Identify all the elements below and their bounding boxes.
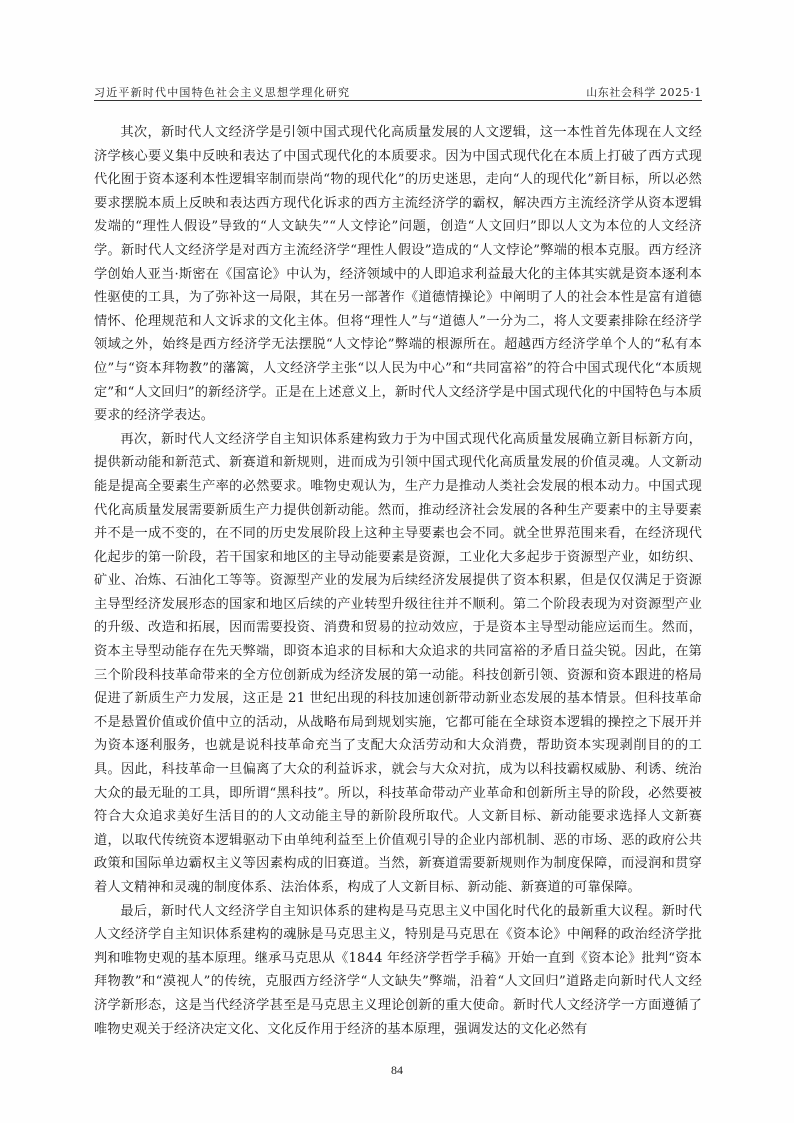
running-header <box>94 80 702 102</box>
paragraph-1: 其次，新时代人文经济学是引领中国式现代化高质量发展的人文逻辑，这一本性首先体现在人文经济学核心要义集中反映和表达了中国式现代化的本质要求。因为中国式现代化在本质上打破了西方式现代化囿于资本逐利本性逻辑宰制而崇尚“物的现代化”的历史迷思，走向“人的现代化”新目标，所以必然要求摆脱本质上反映和表达西方现代化诉求的西方主流经济学的霸权，解决西方主流经济学从资本逻辑发端的“理性人假设”导致的“人文缺失”“人文悖论”问题，创造“人文回归”即以人文为本位的人文经济学。新时代人文经济学是对西方主流经济学“理性人假设”造成的“人文悖论”弊端的根本克服。西方经济学创始人亚当·斯密在《国富论》中认为，经济领域中的人即追求利益最大化的主体其实就是资本逐利本性驱使的工具，为了弥补这一局限，其在另一部著作《道德情操论》中阐明了人的社会本性是富有道德情怀、伦理规范和人文诉求的文化主体。但将“理性人”与“道德人”一分为二，将人文要素排除在经济学领域之外，始终是西方经济学无法摆脱“人文悖论”弊端的根源所在。超越西方经济学单个人的“私有本位”与“资本拜物教”的藩篱，人文经济学主张“以人民为中心”和“共同富裕”的符合中国式现代化“本质规定”和“人文回归”的新经济学。正是在上述意义上，新时代人文经济学是中国式现代化的中国特色与本质要求的经济学表达。 <box>94 125 702 424</box>
paragraph-3: 最后，新时代人文经济学自主知识体系的建构是马克思主义中国化时代化的最新重大议程。新时代人文经济学自主知识体系建构的魂脉是马克思主义，特别是马克思在《资本论》中阐释的政治经济学批判和唯物史观的基本原理。继承马克思从《1844 年经济学哲学手稿》开始一直到《资本论》批判“资本拜物教”和“漠视人”的传统，克服西方经济学“人文缺失”弊端，沿着“人文回归”道路走向新时代人文经济学新形态，这是当代经济学甚至是马克思主义理论创新的重大使命。新时代人文经济学一方面遵循了唯物史观关于经济决定文化、文化反作用于经济的基本原理，强调发达的文化必然有 <box>94 903 702 1037</box>
header-left-title: 习近平新时代中国特色社会主义思想学理化研究 <box>94 86 351 99</box>
page-number: 84 <box>391 1063 403 1077</box>
header-divider <box>94 100 702 101</box>
header-journal-issue: 山东社会科学 2025·1 <box>586 86 702 99</box>
paragraph-2: 再次，新时代人文经济学自主知识体系建构致力于为中国式现代化高质量发展确立新目标新方向，提供新动能和新范式、新赛道和新规则，进而成为引领中国式现代化高质量发展的价值灵魂。人文新动能是提高全要素生产率的必然要求。唯物史观认为，生产力是推动人类社会发展的根本动力。中国式现代化高质量发展需要新质生产力提供创新动能。然而，推动经济社会发展的各种生产要素中的主导要素并不是一成不变的，在不同的历史发展阶段上这种主导要素也会不同。就全世界范围来看，在经济现代化起步的第一阶段，若干国家和地区的主导动能要素是资源，工业化大多起步于资源型产业，如纺织、矿业、冶炼、石油化工等等。资源型产业的发展为后续经济发展提供了资本积累，但是仅仅满足于资源主导型经济发展形态的国家和地区后续的产业转型升级往往并不顺利。第二个阶段表现为对资源型产业的升级、改造和拓展，因而需要投资、消费和贸易的拉动效应，于是资本主导型动能应运而生。然而，资本主导型动能存在先天弊端，即资本追求的目标和大众追求的共同富裕的矛盾日益尖锐。因此，在第三个阶段科技革命带来的全方位创新成为经济发展的第一动能。科技创新引领、资源和资本跟进的格局促进了新质生产力发展，这正是 21 世纪出现的科技加速创新带动新业态发展的基本情景。但科技革命不是悬置价值或价值中立的活动，从战略布局到规划实施，它都可能在全球资本逻辑的操控之下展开并为资本逐利服务，也就是说科技革命充当了支配大众活劳动和大众消费，帮助资本实现剥削目的的工具。因此，科技革命一旦偏离了大众的利益诉求，就会与大众对抗，成为以科技霸权威胁、利诱、统治大众的最无耻的工具，即所谓“黑科技”。所以，科技革命带动产业革命和创新所主导的阶段，必然要被符合大众追求美好生活目的的人文动能主导的新阶段所取代。人文新目标、新动能要求选择人文新赛道，以取代传统资本逻辑驱动下由单纯利益至上价值观引导的企业内部机制、恶的市场、恶的政府公共政策和国际单边霸权主义等因素构成的旧赛道。当然，新赛道需要新规则作为制度保障，而浸润和贯穿着人文精神和灵魂的制度体系、法治体系，构成了人文新目标、新动能、新赛道的可靠保障。 <box>94 431 702 895</box>
body-text <box>94 121 702 1041</box>
